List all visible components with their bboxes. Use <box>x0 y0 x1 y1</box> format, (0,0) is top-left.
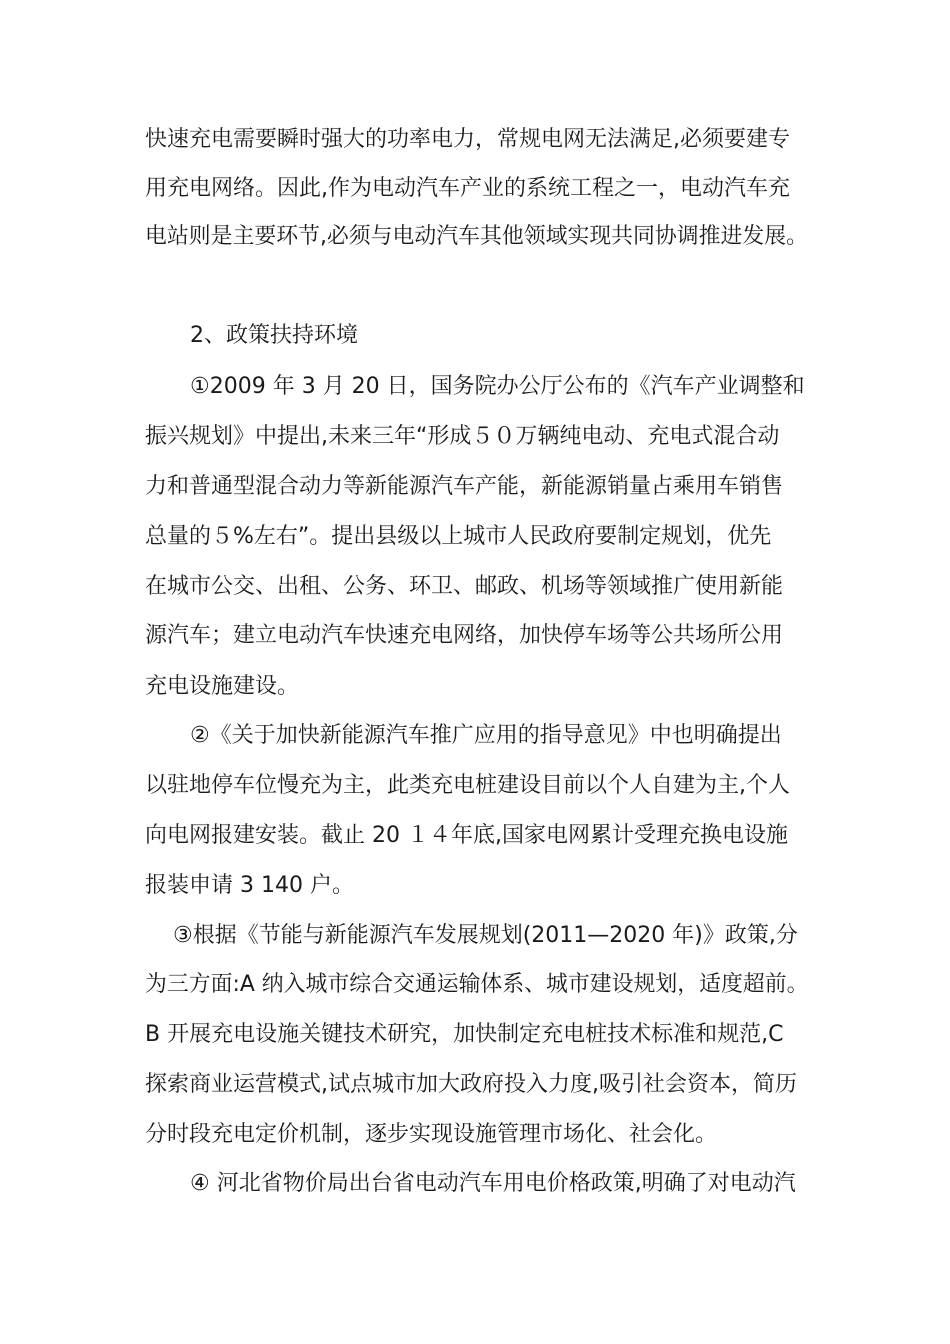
text-line-3: 电站则是主要环节,必须与电动汽车其他领域实现共同协调推进发展。 <box>145 224 808 249</box>
text-line-14: 向电网报建安装。截止 20 １４年底,国家电网累计受理充换电设施 <box>145 823 788 848</box>
text-line-17: 为三方面:A 纳入城市综合交通运输体系、城市建设规划，适度超前。 <box>145 972 809 997</box>
text-line-16: ③根据《节能与新能源汽车发展规划(2011—2020 年)》政策,分 <box>173 923 798 948</box>
text-line-7: 力和普通型混合动力等新能源汽车产能，新能源销量占乘用车销售 <box>145 474 784 499</box>
text-line-2: 用充电网络。因此,作为电动汽车产业的系统工程之一，电动汽车充 <box>145 176 790 201</box>
text-line-19: 探索商业运营模式,试点城市加大政府投入力度,吸引社会资本，简历 <box>145 1072 797 1097</box>
text-line-12: ②《关于加快新能源汽车推广应用的指导意见》中也明确提出 <box>190 723 782 748</box>
text-line-13: 以驻地停车位慢充为主，此类充电桩建设目前以个人自建为主,个人 <box>145 773 790 798</box>
text-line-1: 快速充电需要瞬时强大的功率电力，常规电网无法满足,必须要建专 <box>145 127 790 152</box>
section-heading: 2、政策扶持环境 <box>190 323 358 348</box>
text-line-21: ④ 河北省物价局出台省电动汽车用电价格政策,明确了对电动汽 <box>190 1171 796 1196</box>
text-line-8: 总量的５%左右”。提出县级以上城市人民政府要制定规划，优先 <box>145 524 772 549</box>
text-line-15: 报装申请 3 140 户。 <box>145 873 354 898</box>
text-line-18: B 开展充电设施关键技术研究，加快制定充电桩技术标准和规范,C <box>145 1022 784 1047</box>
text-line-10: 源汽车；建立电动汽车快速充电网络，加快停车场等公共场所公用 <box>145 623 784 648</box>
text-line-5: ①2009 年 3 月 20 日，国务院办公厅公布的《汽车产业调整和 <box>190 374 805 399</box>
text-line-9: 在城市公交、出租、公务、环卫、邮政、机场等领域推广使用新能 <box>145 574 784 599</box>
text-line-20: 分时段充电定价机制，逐步实现设施管理市场化、社会化。 <box>145 1122 718 1147</box>
text-line-11: 充电设施建设。 <box>145 674 300 699</box>
text-line-6: 振兴规划》中提出,未来三年“形成５０万辆纯电动、充电式混合动 <box>145 424 780 449</box>
